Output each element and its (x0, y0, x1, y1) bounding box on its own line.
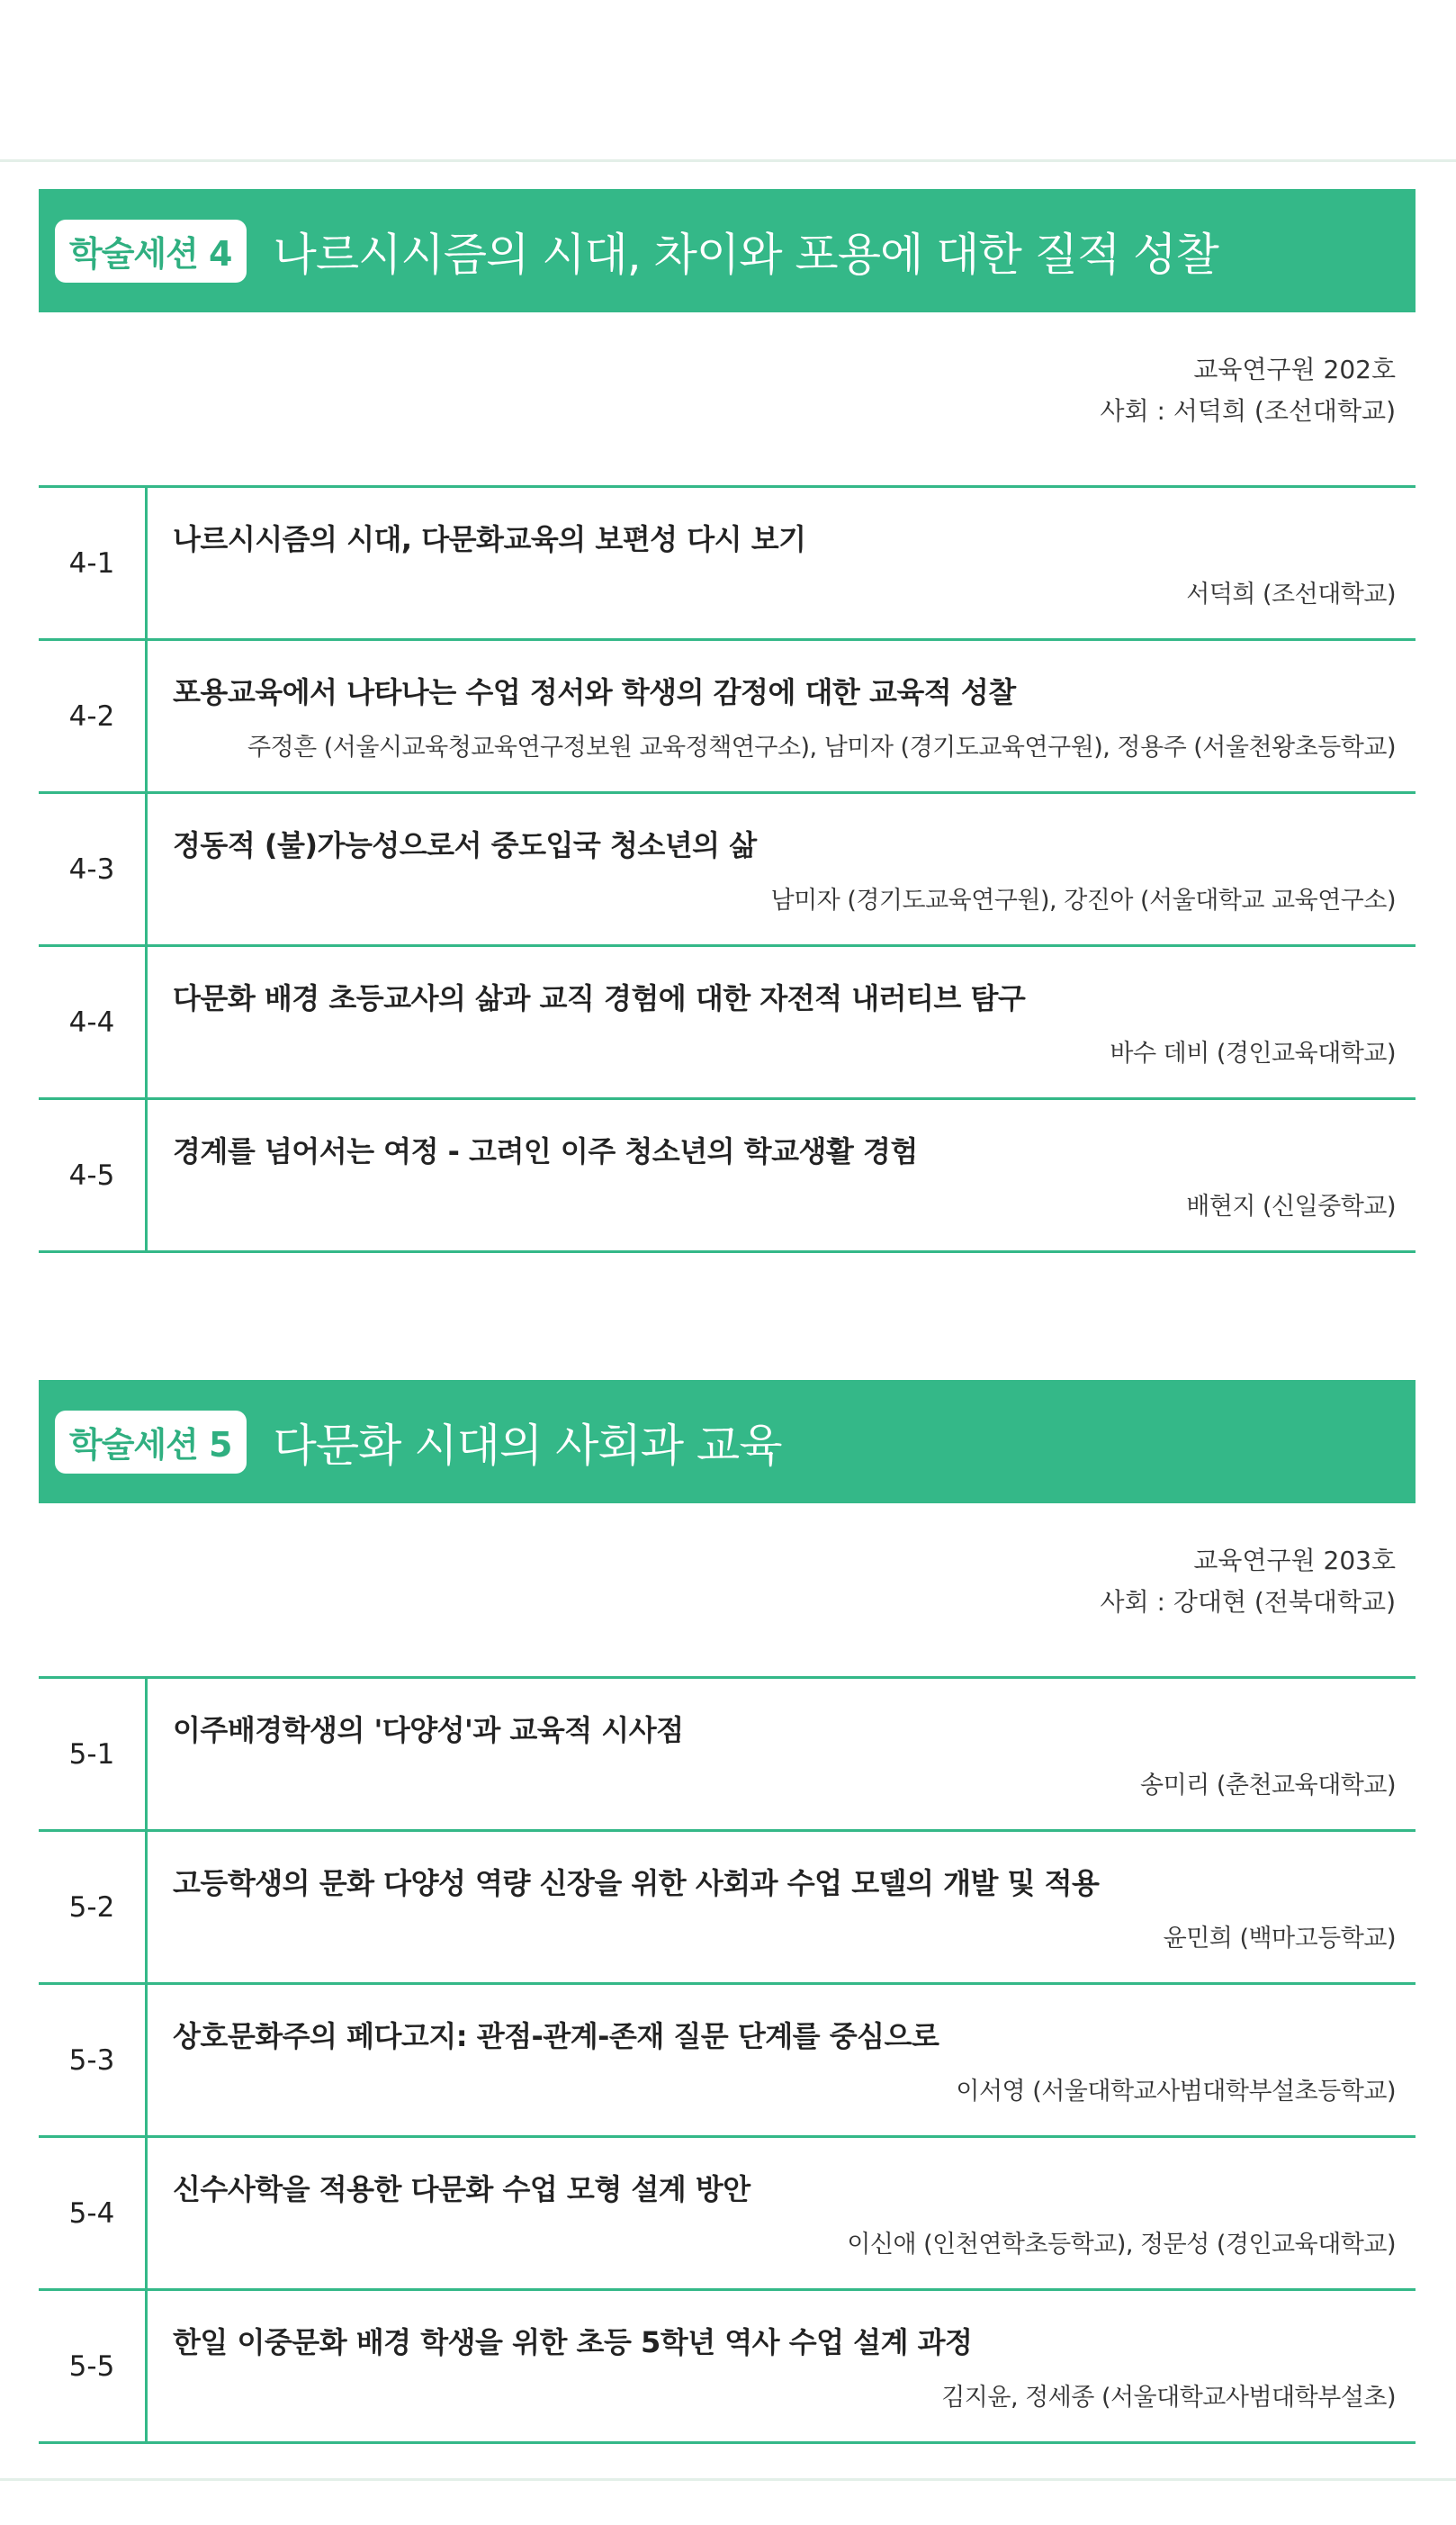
talk-row (39, 947, 1416, 1100)
talk-title: 한일 이중문화 배경 학생을 위한 초등 5학년 역사 수업 설계 과정 (173, 2325, 973, 2359)
talk-body (148, 1100, 1416, 1250)
talk-row (39, 488, 1416, 641)
talk-row (39, 2291, 1416, 2444)
talk-row (39, 1100, 1416, 1253)
session-badge: 학술세션 4 (55, 220, 247, 283)
talk-body (148, 794, 1416, 944)
talk-row (39, 1832, 1416, 1985)
talk-authors: 윤민희 (백마고등학교) (1163, 1925, 1396, 1952)
talk-table (39, 485, 1416, 1253)
talk-body (148, 1832, 1416, 1982)
talk-authors: 남미자 (경기도교육연구원), 강진아 (서울대학교 교육연구소) (770, 887, 1396, 915)
talk-title: 고등학생의 문화 다양성 역량 신장을 위한 사회과 수업 모델의 개발 및 적용 (173, 1866, 1100, 1900)
talk-title: 나르시시즘의 시대, 다문화교육의 보편성 다시 보기 (173, 522, 806, 556)
talk-title: 다문화 배경 초등교사의 삶과 교직 경험에 대한 자전적 내러티브 탐구 (173, 981, 1026, 1015)
talk-body (148, 2291, 1416, 2441)
talk-number: 5-1 (39, 1679, 148, 1829)
session-room: 교육연구원 203호 (1193, 1546, 1396, 1575)
talk-authors: 송미리 (춘천교육대학교) (1140, 1772, 1396, 1799)
talk-number: 5-4 (39, 2138, 148, 2288)
talk-number: 5-3 (39, 1985, 148, 2135)
talk-number: 4-2 (39, 641, 148, 791)
session-moderator: 사회 : 강대현 (전북대학교) (1100, 1587, 1396, 1617)
talk-number: 4-3 (39, 794, 148, 944)
talk-title: 상호문화주의 페다고지: 관점-관계-존재 질문 단계를 중심으로 (173, 2019, 939, 2053)
talk-body (148, 1985, 1416, 2135)
session-5 (39, 1380, 1416, 2444)
session-info (39, 1503, 1416, 1676)
talk-authors: 이신애 (인천연학초등학교), 정문성 (경인교육대학교) (847, 2231, 1396, 2259)
top-divider (0, 159, 1456, 162)
talk-title: 이주배경학생의 '다양성'과 교육적 시사점 (173, 1713, 684, 1747)
talk-authors: 서덕희 (조선대학교) (1186, 581, 1396, 609)
talk-authors: 이서영 (서울대학교사범대학부설초등학교) (956, 2078, 1396, 2106)
talk-title: 신수사학을 적용한 다문화 수업 모형 설계 방안 (173, 2172, 750, 2206)
talk-number: 4-1 (39, 488, 148, 638)
bottom-divider (0, 2478, 1456, 2481)
talk-number: 4-5 (39, 1100, 148, 1250)
talk-body (148, 1679, 1416, 1829)
talk-number: 5-2 (39, 1832, 148, 1982)
talk-body (148, 2138, 1416, 2288)
session-moderator: 사회 : 서덕희 (조선대학교) (1100, 396, 1396, 426)
session-4 (39, 189, 1416, 1253)
talk-row (39, 1679, 1416, 1832)
talk-row (39, 2138, 1416, 2291)
talk-authors: 주정흔 (서울시교육청교육연구정보원 교육정책연구소), 남미자 (경기도교육연구원), 정용주 (서울천왕초등학교) (247, 734, 1396, 762)
talk-body (148, 488, 1416, 638)
session-info (39, 312, 1416, 485)
session-header (39, 1380, 1416, 1503)
talk-number: 4-4 (39, 947, 148, 1097)
talk-row (39, 1985, 1416, 2138)
talk-body (148, 947, 1416, 1097)
talk-row (39, 641, 1416, 794)
talk-title: 포용교육에서 나타나는 수업 정서와 학생의 감정에 대한 교육적 성찰 (173, 675, 1016, 709)
session-badge: 학술세션 5 (55, 1411, 247, 1474)
talk-table (39, 1676, 1416, 2444)
talk-title: 경계를 넘어서는 여정 - 고려인 이주 청소년의 학교생활 경험 (173, 1134, 918, 1168)
talk-authors: 김지윤, 정세종 (서울대학교사범대학부설초) (941, 2384, 1396, 2412)
session-room: 교육연구원 202호 (1193, 355, 1396, 384)
session-title: 나르시시즘의 시대, 차이와 포용에 대한 질적 성찰 (273, 228, 1218, 281)
talk-row (39, 794, 1416, 947)
talk-number: 5-5 (39, 2291, 148, 2441)
talk-title: 정동적 (불)가능성으로서 중도입국 청소년의 삶 (173, 828, 757, 862)
talk-body (148, 641, 1416, 791)
talk-authors: 배현지 (신일중학교) (1186, 1193, 1396, 1221)
session-header (39, 189, 1416, 312)
talk-authors: 바수 데비 (경인교육대학교) (1110, 1040, 1396, 1068)
session-title: 다문화 시대의 사회과 교육 (273, 1419, 782, 1472)
